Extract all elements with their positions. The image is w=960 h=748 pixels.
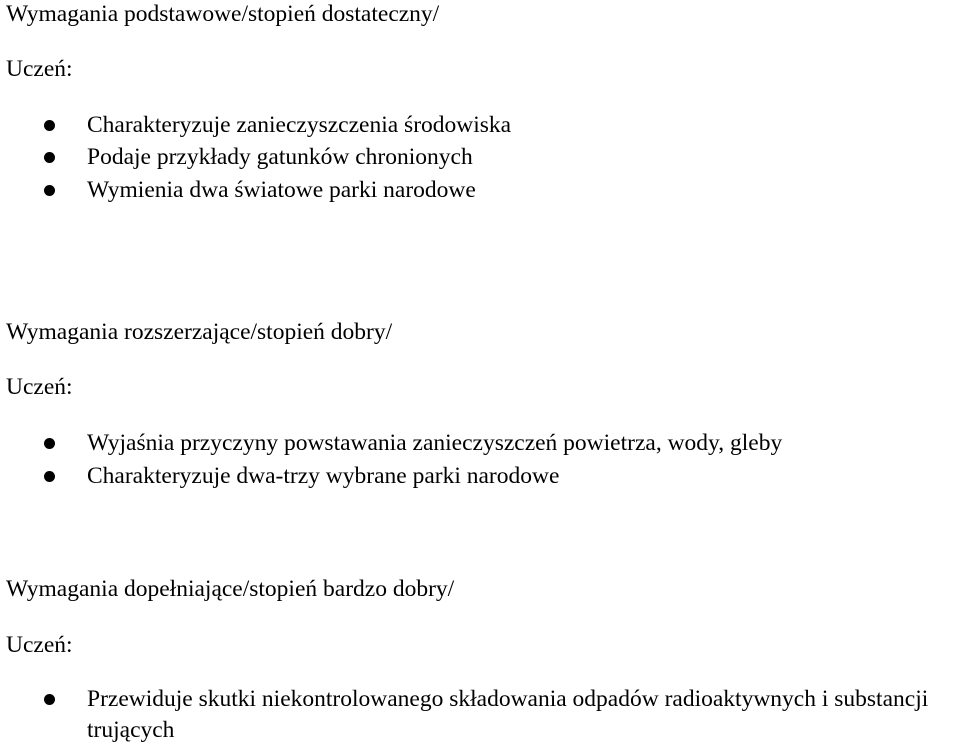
bullet-icon (44, 185, 55, 196)
bullet-icon (44, 152, 55, 163)
section-heading-basic: Wymagania podstawowe/stopień dostateczny/ (6, 1, 440, 27)
list-item-text: Charakteryzuje zanieczyszczenia środowiska (87, 112, 512, 138)
student-label: Uczeń: (6, 632, 73, 658)
list-item-text: Przewiduje skutki niekontrolowanego składowania odpadów radioaktywnych i substancji trujących (87, 686, 929, 743)
list-item (44, 110, 956, 141)
list-item (44, 142, 956, 173)
list-item-text: Charakteryzuje dwa-trzy wybrane parki narodowe (87, 463, 560, 489)
list-item-text: Wyjaśnia przyczyny powstawania zanieczyszczeń powietrza, wody, gleby (87, 430, 783, 456)
student-label: Uczeń: (6, 374, 73, 400)
list-item (44, 175, 956, 206)
list-item (44, 684, 956, 746)
section-heading-extended: Wymagania rozszerzające/stopień dobry/ (6, 319, 393, 345)
list-item (44, 461, 956, 492)
bullet-icon (44, 120, 55, 131)
student-label: Uczeń: (6, 56, 73, 82)
list-item-text: Podaje przykłady gatunków chronionych (87, 144, 473, 170)
bullet-icon (44, 471, 55, 482)
bullet-icon (44, 694, 55, 705)
list-item-text: Wymienia dwa światowe parki narodowe (87, 177, 476, 203)
list-item (44, 428, 956, 459)
bullet-icon (44, 438, 55, 449)
section-heading-complementary: Wymagania dopełniające/stopień bardzo dobry/ (6, 576, 455, 602)
